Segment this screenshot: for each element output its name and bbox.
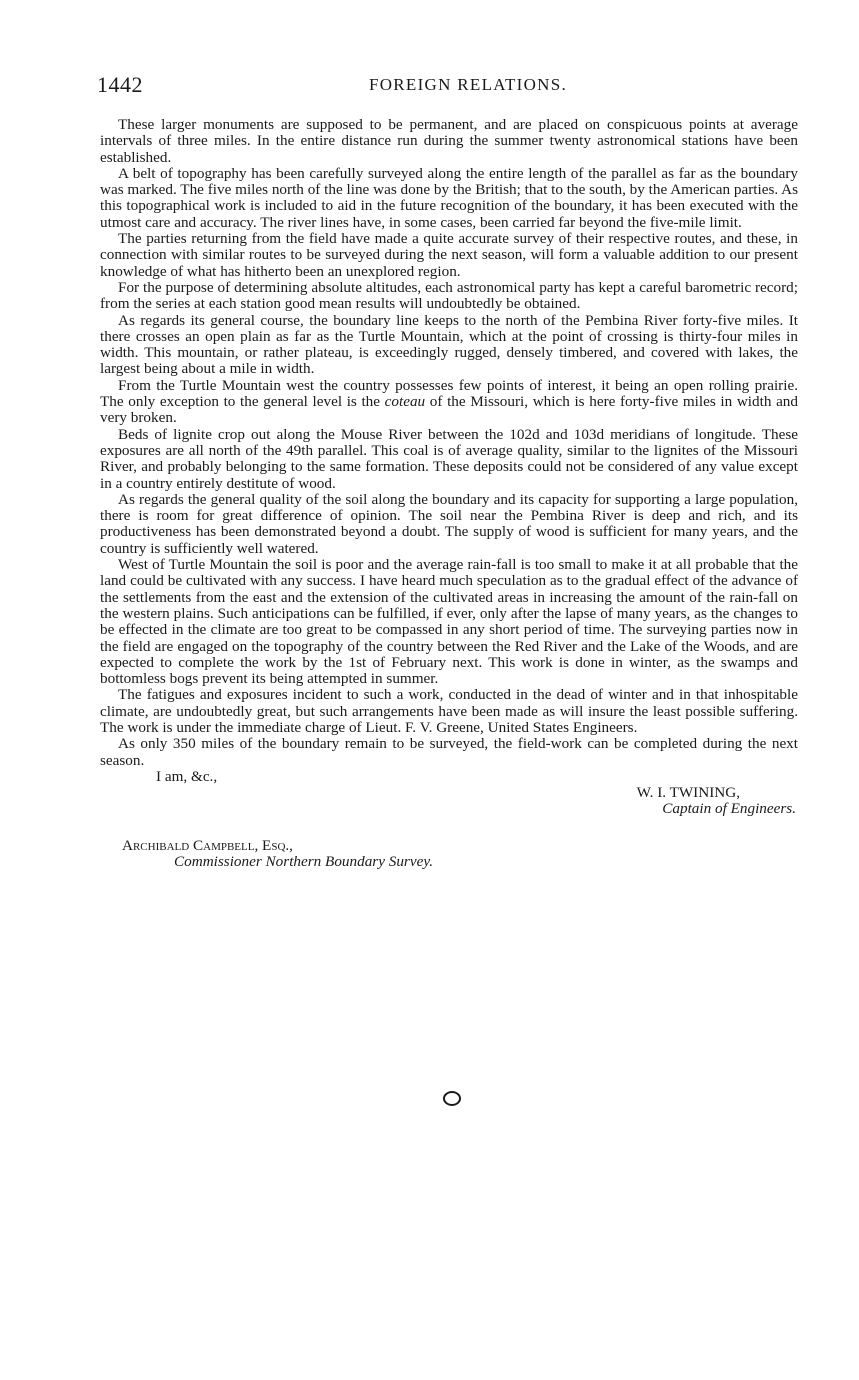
paragraph: As only 350 miles of the boundary remain to be surveyed, the field-work can be completed during the next season. — [100, 735, 798, 769]
paragraph: Beds of lignite crop out along the Mouse River between the 102d and 103d meridians of longitude. These exposures are all north of the 49th parallel. This coal is of average quality, similar to the lignites of the Missouri River, and probably belonging to the same formation. These deposits could not be considered of any value except in a country entirely destitute of wood. — [100, 425, 798, 492]
paragraph-text: of the Missouri, which is here forty-five miles in width and very broken. — [100, 393, 798, 427]
addressee-title: Commissioner Northern Boundary Survey. — [174, 853, 434, 871]
end-mark-icon — [443, 1091, 461, 1106]
paragraph: West of Turtle Mountain the soil is poor and the average rain-fall is too small to make it at all probable that the land could be cultivated with any success. I have heard much speculation as to the gradual effect of the advance of the settlements from the east and the extension of the cultivated areas in increasing the amount of the rain-fall on the western plains. Such anticipations can be fulfilled, if ever, only after the lapse of many years, as the changes to be effected in the climate are too great to be compassed in any short period of time. The surveying parties now in the field are engaged on the topography of the country between the Red River and the Lake of the Woods, and are expected to complete the work by the 1st of February next. This work is done in winter, as the swamps and bottomless bogs prevent its being attempted in summer. — [100, 556, 798, 688]
paragraph: The parties returning from the field have made a quite accurate survey of their respective routes, and these, in connection with similar routes to be surveyed during the next season, will form a valuable addition to our present knowledge of what has hitherto been an unexplored region. — [100, 230, 798, 280]
paragraph: As regards the general quality of the soil along the boundary and its capacity for supporting a large population, there is room for great difference of opinion. The soil near the Pembina River is deep and rich, and its productiveness has been demonstrated beyond a doubt. The supply of wood is sufficient for many years, and the country is sufficiently well watered. — [100, 490, 798, 557]
page-number: 1442 — [97, 72, 143, 97]
signature-name: W. I. TWINING, — [636, 784, 740, 802]
document-body — [100, 117, 798, 870]
page-header — [97, 72, 799, 102]
paragraph: As regards its general course, the boundary line keeps to the north of the Pembina River forty-five miles. It there crosses an open plain as far as the Turtle Mountain, which at the point of crossing is thirty-four miles in width. This mountain, or rather plateau, is exceedingly rugged, densely timbered, and covered with lakes, the largest being about a mile in width. — [100, 311, 798, 378]
signature-title: Captain of Engineers. — [662, 800, 796, 818]
paragraph: For the purpose of determining absolute altitudes, each astronomical party has kept a careful barometric record; from the series at each station good mean results will undoubtedly be obtained. — [100, 278, 798, 313]
addressee-block — [100, 838, 798, 871]
running-head: FOREIGN RELATIONS. — [368, 75, 568, 94]
emphasis-coteau: coteau — [384, 393, 426, 411]
paragraph-turtle-mountain — [100, 378, 798, 427]
paragraph-text: From the Turtle Mountain west the country possesses few points of interest, it being an open rolling prairie. The only exception to the general level is the — [100, 376, 798, 411]
closing-line: I am, &c., — [156, 767, 218, 785]
paragraph: These larger monuments are supposed to be permanent, and are placed on conspicuous points at average intervals of three miles. In the entire distance run during the summer twenty astronomical stations have been established. — [100, 116, 798, 166]
signature-block — [100, 785, 798, 818]
paragraph: A belt of topography has been carefully surveyed along the entire length of the parallel as far as the boundary was marked. The five miles north of the line was done by the British; that to the south, by the American parties. As this topographical work is included to aid in the future recognition of the boundary, it has been executed with the utmost care and accuracy. The river lines have, in some cases, been carried far beyond the five-mile limit. — [100, 164, 798, 231]
addressee-name: Archibald Campbell, Esq., — [122, 836, 293, 854]
paragraph: The fatigues and exposures incident to such a work, conducted in the dead of winter and in that inhospitable climate, are undoubtedly great, but such arrangements have been made as will insure the least possible suffering. The work is under the immediate charge of Lieut. F. V. Greene, United States Engineers. — [100, 686, 798, 736]
